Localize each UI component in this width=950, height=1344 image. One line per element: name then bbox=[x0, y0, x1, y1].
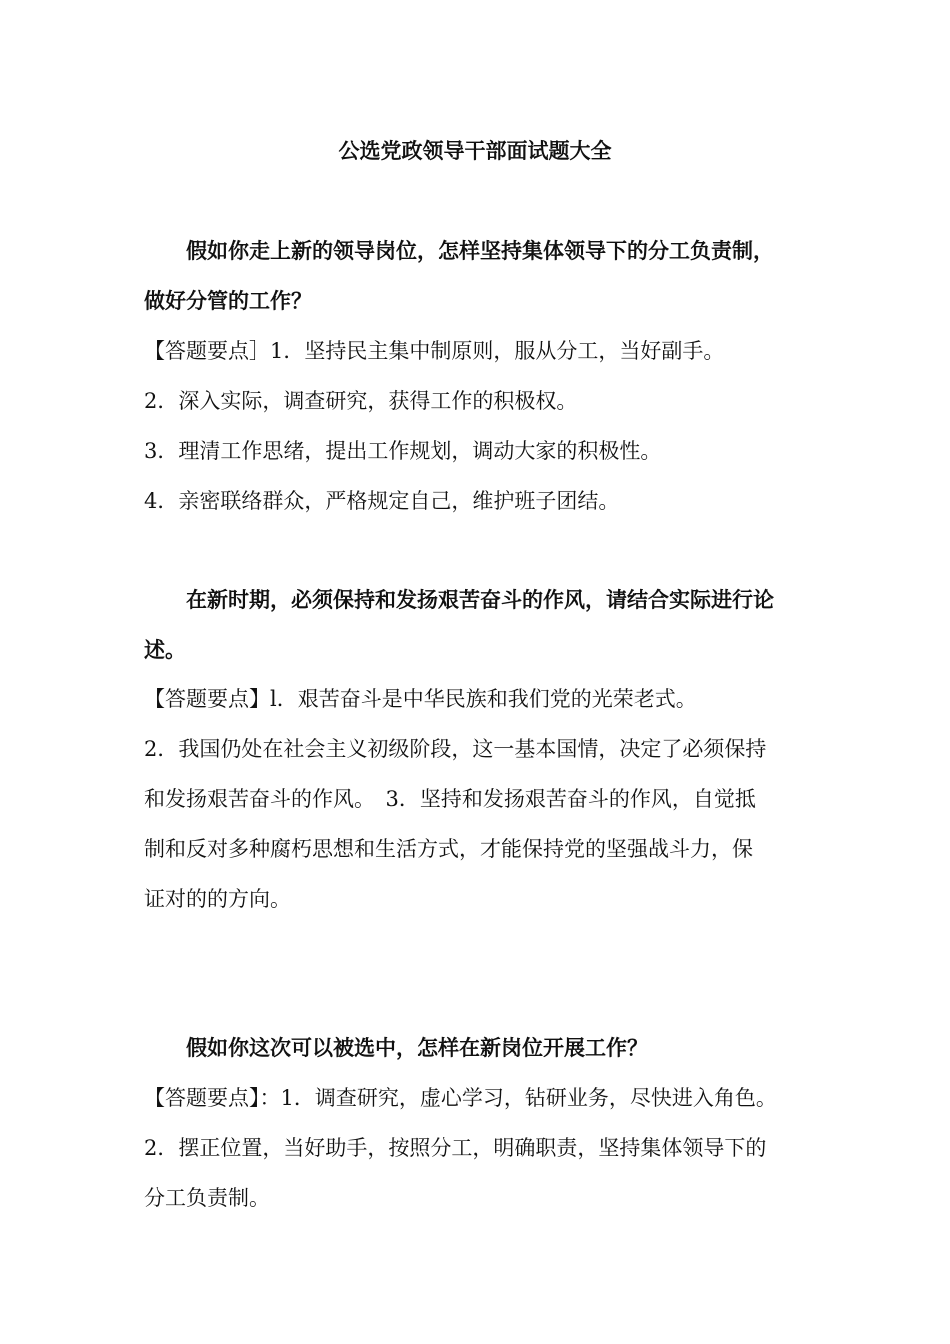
answer-3-line-2: 2．摆正位置，当好助手，按照分工，明确职责，坚持集体领导下的 bbox=[144, 1136, 767, 1160]
answer-2-line-3: 和发扬艰苦奋斗的作风。 3．坚持和发扬艰苦奋斗的作风，自觉抵 bbox=[144, 787, 756, 811]
question-2-line-2: 述。 bbox=[144, 638, 186, 662]
answer-2-line-2: 2．我国仍处在社会主义初级阶段，这一基本国情，决定了必须保持 bbox=[144, 737, 767, 761]
question-2-line-1: 在新时期，必须保持和发扬艰苦奋斗的作风，请结合实际进行论 bbox=[144, 588, 774, 612]
question-1-line-1: 假如你走上新的领导岗位，怎样坚持集体领导下的分工负责制， bbox=[144, 239, 774, 263]
answer-2-line-4: 制和反对多种腐朽思想和生活方式，才能保持党的坚强战斗力，保 bbox=[144, 837, 753, 861]
page-title: 公选党政领导干部面试题大全 bbox=[338, 139, 612, 163]
answer-1-line-3: 3．理清工作思绪，提出工作规划，调动大家的积极性。 bbox=[144, 439, 662, 463]
answer-2-line-1: 【答题要点】l．艰苦奋斗是中华民族和我们党的光荣老式。 bbox=[144, 687, 697, 711]
answer-1-line-2: 2．深入实际，调查研究，获得工作的积极权。 bbox=[144, 389, 578, 413]
answer-2-line-5: 证对的的方向。 bbox=[144, 887, 291, 911]
answer-1-line-1: 【答题要点］1．坚持民主集中制原则，服从分工，当好副手。 bbox=[144, 339, 725, 363]
answer-3-line-3: 分工负责制。 bbox=[144, 1186, 270, 1210]
answer-1-line-4: 4．亲密联络群众，严格规定自己，维护班子团结。 bbox=[144, 489, 620, 513]
answer-3-line-1: 【答题要点】：1．调查研究，虚心学习，钻研业务，尽快进入角色。 bbox=[144, 1086, 777, 1110]
question-3-line-1: 假如你这次可以被选中，怎样在新岗位开展工作？ bbox=[144, 1036, 648, 1060]
question-1-line-2: 做好分管的工作？ bbox=[144, 289, 312, 313]
